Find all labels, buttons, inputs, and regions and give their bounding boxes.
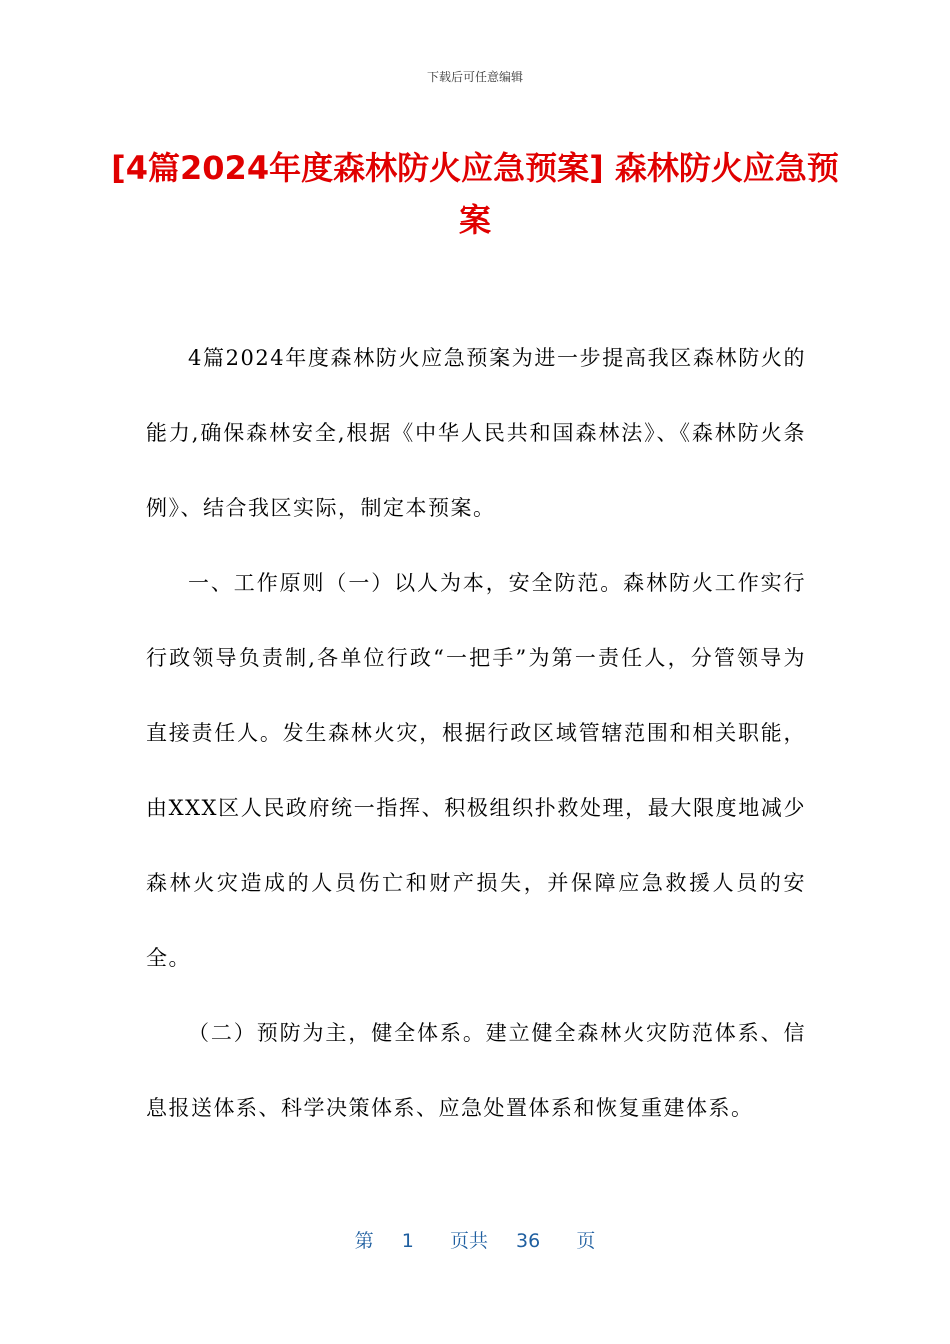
document-body: [146, 321, 806, 1146]
paragraph: 4篇2024年度森林防火应急预案为进一步提高我区森林防火的能力,确保森林安全,根据《中华人民共和国森林法》、《森林防火条例》、结合我区实际，制定本预案。: [146, 346, 806, 520]
header-note: 下载后可任意编辑: [426, 70, 523, 84]
document-title: [4篇2024年度森林防火应急预案] 森林防火应急预案: [111, 149, 839, 239]
page-total: 36: [516, 1230, 541, 1252]
paragraph: （二）预防为主，健全体系。建立健全森林火灾防范体系、信息报送体系、科学决策体系、应急处置体系和恢复重建体系。: [146, 1021, 806, 1120]
page-mid: 页共: [449, 1230, 488, 1252]
paragraph: 一、工作原则（一）以人为本，安全防范。森林防火工作实行行政领导负责制,各单位行政“一把手”为第一责任人，分管领导为直接责任人。发生森林火灾，根据行政区域管辖范围和相关职能，由XXX区人民政府统一指挥、积极组织扑救处理，最大限度地减少森林火灾造成的人员伤亡和财产损失，并保障应急救援人员的安全。: [146, 571, 806, 970]
page-suffix: 页: [576, 1230, 596, 1252]
page-prefix: 第: [354, 1230, 374, 1252]
page-footer: [0, 1226, 950, 1253]
page-number: 1: [401, 1230, 414, 1252]
